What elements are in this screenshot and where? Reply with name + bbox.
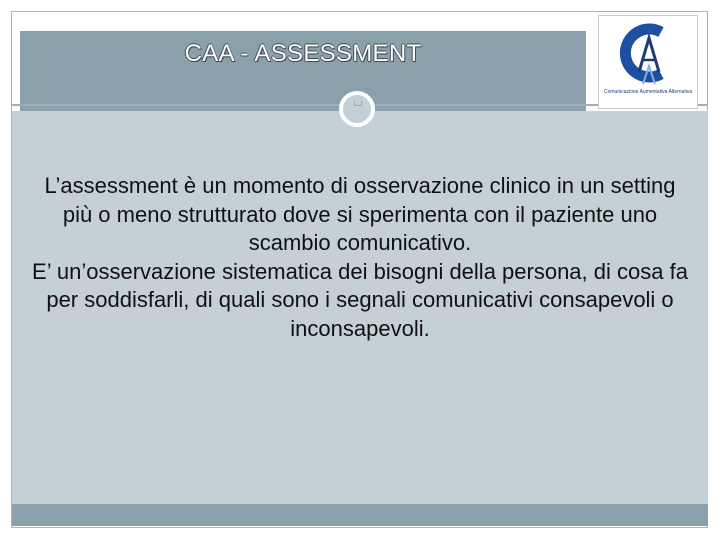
divider-circle-icon bbox=[339, 91, 375, 127]
caa-logo bbox=[598, 15, 698, 109]
caa-logo-icon bbox=[599, 16, 697, 86]
paragraph-definition: L’assessment è un momento di osservazione clinico in un setting più o meno strutturato dove si sperimenta con il paziente uno scambio comunicativo. bbox=[44, 173, 676, 255]
slide-title: CAA - ASSESSMENT bbox=[184, 40, 422, 67]
paragraph-observation: E’ un’osservazione sistematica dei bisogni della persona, di cosa fa per soddisfarli, di quali sono i segnali comunicativi consapevoli o inconsapevoli. bbox=[32, 258, 688, 341]
logo-caption: Comunicazione Aumentativa Alternativa bbox=[604, 89, 693, 95]
footer-band bbox=[12, 504, 708, 526]
slide-body bbox=[30, 172, 690, 343]
